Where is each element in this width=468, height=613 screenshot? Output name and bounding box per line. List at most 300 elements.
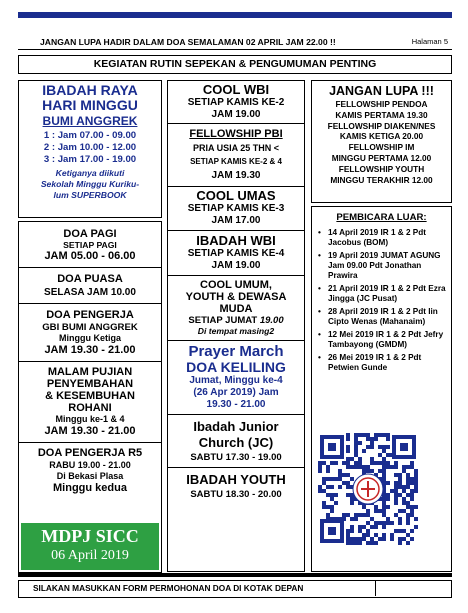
qr-module bbox=[374, 437, 378, 441]
divider bbox=[168, 186, 304, 187]
qr-module bbox=[342, 473, 346, 477]
qr-module bbox=[346, 537, 350, 541]
qr-module bbox=[366, 465, 370, 469]
qr-module bbox=[334, 461, 338, 465]
speakers-title: PEMBICARA LUAR: bbox=[336, 212, 427, 223]
doa-pengerja-week: Minggu Ketiga bbox=[59, 333, 121, 343]
qr-module bbox=[410, 505, 414, 509]
qr-module bbox=[398, 529, 402, 533]
qr-module bbox=[382, 509, 386, 513]
prayer-march-title: Prayer March bbox=[188, 343, 284, 360]
speaker-item: • 28 April 2019 IR 1 & 2 Pdt Iin Cipto Wenas (Mahanaim) bbox=[316, 307, 447, 327]
mdpj-title: MDPJ SICC bbox=[41, 526, 139, 546]
qr-module bbox=[390, 489, 394, 493]
qr-module bbox=[370, 461, 374, 465]
qr-module bbox=[382, 457, 386, 461]
qr-module bbox=[394, 465, 398, 469]
divider bbox=[168, 123, 304, 124]
qr-module bbox=[350, 537, 354, 541]
qr-module bbox=[374, 461, 378, 465]
ibadah-raya-box bbox=[18, 80, 162, 218]
qr-module bbox=[398, 541, 402, 545]
qr-module bbox=[370, 469, 374, 473]
ibadah-time-2: 2 : Jam 10.00 - 12.00 bbox=[43, 142, 137, 153]
qr-module bbox=[402, 497, 406, 501]
middle-schedule-box bbox=[167, 80, 305, 572]
qr-module bbox=[374, 525, 378, 529]
qr-module bbox=[366, 445, 370, 449]
footer-rule bbox=[18, 573, 452, 577]
qr-module bbox=[350, 525, 354, 529]
qr-module bbox=[406, 513, 410, 517]
ibadah-wbi-title: IBADAH WBI bbox=[196, 233, 276, 248]
fellowship-pbi-age: PRIA USIA 25 THN < bbox=[192, 143, 280, 153]
qr-module bbox=[386, 493, 390, 497]
qr-module bbox=[406, 493, 410, 497]
qr-module bbox=[322, 481, 326, 485]
qr-module bbox=[362, 465, 366, 469]
qr-module bbox=[414, 517, 418, 521]
qr-module bbox=[386, 437, 390, 441]
qr-module bbox=[354, 461, 358, 465]
qr-module bbox=[326, 513, 330, 517]
qr-module bbox=[334, 493, 338, 497]
divider bbox=[19, 303, 161, 304]
qr-module bbox=[370, 525, 374, 529]
qr-module bbox=[410, 461, 414, 465]
qr-module bbox=[366, 513, 370, 517]
qr-module bbox=[410, 465, 414, 469]
qr-module bbox=[358, 465, 362, 469]
qr-module bbox=[338, 473, 342, 477]
qr-module bbox=[398, 521, 402, 525]
cool-wbi-time: JAM 19.00 bbox=[211, 109, 261, 120]
qr-module bbox=[358, 457, 362, 461]
qr-module bbox=[406, 533, 410, 537]
qr-module bbox=[406, 541, 410, 545]
qr-module bbox=[346, 481, 350, 485]
qr-module bbox=[362, 525, 366, 529]
qr-module bbox=[370, 445, 374, 449]
qr-module bbox=[362, 505, 366, 509]
qr-module bbox=[358, 529, 362, 533]
qr-module bbox=[402, 469, 406, 473]
qr-module bbox=[382, 465, 386, 469]
junior-church-line-2: Church (JC) bbox=[198, 435, 274, 450]
qr-module bbox=[382, 433, 386, 437]
qr-module bbox=[346, 449, 350, 453]
doa-puasa-title: DOA PUASA bbox=[57, 273, 123, 285]
qr-module bbox=[322, 505, 326, 509]
speaker-item: • 21 April 2019 IR 1 & 2 Pdt Ezra Jingga (JC Pusat) bbox=[316, 284, 447, 304]
qr-module bbox=[366, 437, 370, 441]
qr-module bbox=[342, 461, 346, 465]
qr-module bbox=[382, 469, 386, 473]
qr-module bbox=[386, 505, 390, 509]
ibadah-raya-location: BUMI ANGGREK bbox=[42, 114, 138, 128]
fellowship-pbi-day: SETIAP KAMIS KE-2 & 4 bbox=[190, 157, 282, 166]
qr-module bbox=[398, 493, 402, 497]
qr-module bbox=[394, 461, 398, 465]
qr-module bbox=[390, 537, 394, 541]
reminder-item: FELLOWSHIP IM bbox=[348, 142, 415, 153]
qr-module bbox=[330, 461, 334, 465]
divider bbox=[168, 230, 304, 231]
qr-module bbox=[378, 509, 382, 513]
qr-module bbox=[354, 433, 358, 437]
qr-module bbox=[334, 477, 338, 481]
qr-module bbox=[374, 541, 378, 545]
cool-umum-line-2: YOUTH & DEWASA bbox=[185, 291, 287, 303]
qr-module bbox=[394, 497, 398, 501]
section-title: KEGIATAN RUTIN SEPEKAN & PENGUMUMAN PENTING bbox=[18, 55, 452, 74]
qr-module bbox=[370, 441, 374, 445]
qr-module bbox=[358, 541, 362, 545]
qr-module bbox=[354, 541, 358, 545]
qr-module bbox=[394, 473, 398, 477]
qr-module bbox=[362, 533, 366, 537]
reminder-item: KAMIS PERTAMA 19.30 bbox=[335, 109, 428, 120]
qr-module bbox=[410, 513, 414, 517]
qr-module bbox=[346, 485, 350, 489]
page-number: Halaman 5 bbox=[411, 37, 448, 46]
qr-module bbox=[406, 521, 410, 525]
qr-module bbox=[366, 533, 370, 537]
qr-module bbox=[386, 521, 390, 525]
qr-module bbox=[350, 465, 354, 469]
qr-module bbox=[394, 493, 398, 497]
qr-module bbox=[406, 485, 410, 489]
qr-module bbox=[382, 461, 386, 465]
prayer-march-date: (26 Apr 2019) Jam bbox=[193, 387, 279, 398]
qr-module bbox=[354, 441, 358, 445]
qr-module bbox=[410, 529, 414, 533]
qr-module bbox=[410, 477, 414, 481]
qr-module bbox=[350, 517, 354, 521]
qr-module bbox=[394, 481, 398, 485]
qr-module bbox=[338, 477, 342, 481]
qr-module bbox=[326, 485, 330, 489]
qr-module bbox=[410, 509, 414, 513]
qr-module bbox=[318, 465, 322, 469]
qr-module bbox=[370, 457, 374, 461]
qr-module bbox=[350, 457, 354, 461]
qr-module bbox=[406, 465, 410, 469]
junior-church-time: SABTU 17.30 - 19.00 bbox=[190, 452, 282, 463]
qr-module bbox=[362, 469, 366, 473]
qr-module bbox=[378, 453, 382, 457]
qr-module bbox=[346, 445, 350, 449]
cool-umum-time: SETIAP JUMAT 19.00 bbox=[188, 315, 284, 326]
qr-module bbox=[406, 501, 410, 505]
qr-module bbox=[386, 445, 390, 449]
qr-module bbox=[358, 513, 362, 517]
reminder-item: FELLOWSHIP YOUTH bbox=[338, 163, 425, 174]
qr-module bbox=[402, 529, 406, 533]
qr-module bbox=[382, 497, 386, 501]
qr-module bbox=[382, 513, 386, 517]
qr-module bbox=[378, 537, 382, 541]
left-schedule-box bbox=[18, 221, 162, 573]
divider bbox=[168, 414, 304, 415]
footer-text: SILAKAN MASUKKAN FORM PERMOHONAN DOA DI KOTAK DEPAN bbox=[33, 583, 304, 593]
qr-module bbox=[398, 485, 402, 489]
qr-module bbox=[378, 521, 382, 525]
reminder-item: MINGGU PERTAMA 12.00 bbox=[331, 152, 432, 163]
qr-module bbox=[354, 449, 358, 453]
malam-pujian-line-4: ROHANI bbox=[68, 402, 112, 414]
qr-module bbox=[382, 505, 386, 509]
qr-module bbox=[394, 501, 398, 505]
qr-module bbox=[350, 541, 354, 545]
doa-pengerja-time: JAM 19.30 - 21.00 bbox=[44, 344, 136, 356]
qr-module bbox=[386, 481, 390, 485]
qr-module bbox=[350, 497, 354, 501]
qr-module bbox=[318, 469, 322, 473]
qr-module bbox=[350, 501, 354, 505]
qr-module bbox=[322, 501, 326, 505]
qr-module bbox=[358, 433, 362, 437]
doa-pagi-sub: SETIAP PAGI bbox=[63, 240, 117, 250]
qr-module bbox=[398, 537, 402, 541]
qr-module bbox=[402, 465, 406, 469]
qr-module bbox=[346, 473, 350, 477]
qr-module bbox=[346, 457, 350, 461]
qr-module bbox=[386, 461, 390, 465]
qr-module bbox=[386, 465, 390, 469]
fellowship-pbi-time: JAM 19.30 bbox=[211, 170, 261, 181]
qr-module bbox=[382, 521, 386, 525]
cool-umas-sub: SETIAP KAMIS KE-3 bbox=[187, 203, 285, 214]
qr-module bbox=[394, 485, 398, 489]
qr-module bbox=[402, 537, 406, 541]
qr-module bbox=[326, 477, 330, 481]
qr-module bbox=[358, 441, 362, 445]
qr-module bbox=[398, 481, 402, 485]
qr-module bbox=[374, 505, 378, 509]
qr-module bbox=[410, 537, 414, 541]
qr-module bbox=[390, 465, 394, 469]
divider bbox=[19, 361, 161, 362]
qr-module bbox=[354, 517, 358, 521]
doa-pengerja-title: DOA PENGERJA bbox=[46, 309, 134, 321]
qr-module bbox=[382, 533, 386, 537]
reminder-item: FELLOWSHIP PENDOA bbox=[335, 99, 428, 109]
qr-module bbox=[402, 485, 406, 489]
qr-module bbox=[346, 465, 350, 469]
qr-module bbox=[346, 493, 350, 497]
doa-puasa-time: SELASA JAM 10.00 bbox=[44, 287, 136, 298]
cool-wbi-sub: SETIAP KAMIS KE-2 bbox=[187, 97, 285, 108]
qr-module bbox=[382, 537, 386, 541]
qr-module bbox=[406, 505, 410, 509]
junior-church-line-1: Ibadah Junior bbox=[193, 419, 279, 434]
malam-pujian-line-3: & KESEMBUHAN bbox=[45, 390, 135, 402]
qr-module bbox=[350, 477, 354, 481]
qr-module bbox=[354, 437, 358, 441]
qr-module bbox=[414, 505, 418, 509]
ibadah-wbi-time: JAM 19.00 bbox=[211, 260, 261, 271]
qr-module bbox=[362, 449, 366, 453]
qr-module bbox=[414, 473, 418, 477]
qr-module bbox=[378, 445, 382, 449]
qr-module bbox=[402, 489, 406, 493]
qr-module bbox=[406, 481, 410, 485]
qr-module bbox=[318, 489, 322, 493]
qr-module bbox=[362, 537, 366, 541]
malam-pujian-line-1: MALAM PUJIAN bbox=[47, 366, 133, 378]
qr-module bbox=[326, 505, 330, 509]
qr-module bbox=[370, 437, 374, 441]
ibadah-note: Ketiganya diikuti bbox=[55, 168, 125, 178]
qr-module bbox=[354, 537, 358, 541]
qr-module bbox=[398, 517, 402, 521]
qr-module bbox=[386, 433, 390, 437]
qr-module bbox=[330, 505, 334, 509]
qr-module bbox=[398, 509, 402, 513]
qr-module bbox=[330, 497, 334, 501]
qr-module bbox=[334, 501, 338, 505]
ibadah-note-3: lum SUPERBOOK bbox=[53, 190, 127, 200]
mdpj-sicc-banner bbox=[21, 523, 159, 570]
qr-module bbox=[318, 485, 322, 489]
qr-module bbox=[414, 525, 418, 529]
qr-module bbox=[354, 465, 358, 469]
qr-module bbox=[322, 477, 326, 481]
qr-module bbox=[382, 477, 386, 481]
doa-r5-title: DOA PENGERJA R5 bbox=[37, 447, 143, 459]
prayer-march-day: Jumat, Minggu ke-4 bbox=[189, 375, 283, 386]
qr-module bbox=[402, 501, 406, 505]
qr-module bbox=[382, 473, 386, 477]
doa-r5-time: RABU 19.00 - 21.00 bbox=[49, 460, 131, 470]
cool-wbi-title: COOL WBI bbox=[202, 82, 270, 97]
ibadah-note-2: Sekolah Minggu Kuriku- bbox=[40, 179, 140, 189]
qr-module bbox=[414, 469, 418, 473]
qr-module bbox=[410, 481, 414, 485]
qr-module bbox=[354, 513, 358, 517]
qr-module bbox=[346, 513, 350, 517]
qr-module bbox=[358, 525, 362, 529]
qr-module bbox=[346, 433, 350, 437]
qr-code-graphic bbox=[318, 433, 418, 545]
qr-module bbox=[382, 449, 386, 453]
jangan-lupa-title: JANGAN LUPA !!! bbox=[329, 84, 434, 98]
divider bbox=[168, 275, 304, 276]
qr-module bbox=[374, 433, 378, 437]
qr-module bbox=[390, 521, 394, 525]
qr-module bbox=[406, 477, 410, 481]
header-reminder: JANGAN LUPA HADIR DALAM DOA SEMALAMAN 02 APRIL JAM 22.00 !! bbox=[40, 37, 336, 47]
divider bbox=[19, 442, 161, 443]
speaker-item: • 19 April 2019 JUMAT AGUNG Jam 09.00 Pdt Jonathan Prawira bbox=[316, 251, 447, 281]
doa-r5-location: Di Bekasi Plasa bbox=[56, 471, 124, 481]
qr-module bbox=[378, 433, 382, 437]
divider bbox=[19, 267, 161, 268]
qr-module bbox=[330, 493, 334, 497]
qr-module bbox=[366, 509, 370, 513]
qr-module bbox=[362, 433, 366, 437]
doa-pengerja-location: GBI BUMI ANGGREK bbox=[42, 322, 138, 333]
qr-module bbox=[382, 445, 386, 449]
page-header bbox=[18, 36, 452, 50]
doa-pagi-time: JAM 05.00 - 06.00 bbox=[44, 250, 136, 262]
ibadah-youth-title: IBADAH YOUTH bbox=[186, 472, 286, 487]
qr-module bbox=[366, 469, 370, 473]
cool-umum-location: Di tempat masing2 bbox=[197, 326, 275, 336]
malam-pujian-time: JAM 19.30 - 21.00 bbox=[44, 425, 136, 437]
qr-module bbox=[370, 541, 374, 545]
cool-umas-title: COOL UMAS bbox=[196, 188, 276, 203]
qr-module bbox=[370, 517, 374, 521]
qr-module bbox=[338, 485, 342, 489]
qr-module bbox=[406, 473, 410, 477]
qr-module bbox=[386, 497, 390, 501]
qr-module bbox=[322, 461, 326, 465]
ibadah-wbi-sub: SETIAP KAMIS KE-4 bbox=[187, 248, 285, 259]
qr-module bbox=[346, 541, 350, 545]
ibadah-raya-title: IBADAH RAYA bbox=[42, 82, 138, 98]
mdpj-date: 06 April 2019 bbox=[51, 548, 129, 563]
qr-module bbox=[414, 481, 418, 485]
doa-keliling-title: DOA KELILING bbox=[186, 359, 286, 375]
qr-module bbox=[338, 469, 342, 473]
qr-module bbox=[378, 461, 382, 465]
qr-module bbox=[370, 537, 374, 541]
jangan-lupa-box bbox=[311, 80, 452, 203]
cool-umas-time: JAM 17.00 bbox=[211, 215, 261, 226]
qr-module bbox=[390, 533, 394, 537]
qr-module bbox=[346, 529, 350, 533]
qr-module bbox=[382, 525, 386, 529]
qr-module bbox=[330, 477, 334, 481]
qr-module bbox=[354, 445, 358, 449]
qr-module bbox=[326, 465, 330, 469]
qr-module bbox=[386, 453, 390, 457]
qr-code[interactable] bbox=[318, 433, 418, 545]
qr-module bbox=[358, 537, 362, 541]
qr-module bbox=[402, 509, 406, 513]
qr-module bbox=[386, 517, 390, 521]
fellowship-pbi-title: FELLOWSHIP PBI bbox=[189, 128, 283, 140]
qr-module bbox=[318, 461, 322, 465]
qr-module bbox=[354, 453, 358, 457]
qr-module bbox=[346, 533, 350, 537]
qr-module bbox=[410, 493, 414, 497]
qr-module bbox=[374, 509, 378, 513]
qr-module bbox=[414, 489, 418, 493]
ibadah-time-3: 3 : Jam 17.00 - 19.00 bbox=[43, 154, 137, 165]
qr-module bbox=[358, 461, 362, 465]
prayer-march-time: 19.30 - 21.00 bbox=[206, 399, 266, 410]
qr-module bbox=[394, 513, 398, 517]
qr-module bbox=[394, 529, 398, 533]
top-accent-bar bbox=[18, 12, 452, 18]
speaker-item: • 14 April 2019 IR 1 & 2 Pdt Jacobus (BOM) bbox=[316, 228, 447, 248]
qr-module bbox=[414, 477, 418, 481]
reminder-item: KAMIS KETIGA 20.00 bbox=[339, 131, 424, 142]
qr-module bbox=[398, 477, 402, 481]
ibadah-raya-title-2: HARI MINGGU bbox=[42, 97, 138, 113]
qr-module bbox=[346, 461, 350, 465]
qr-module bbox=[330, 485, 334, 489]
doa-r5-week: Minggu kedua bbox=[53, 482, 127, 494]
qr-module bbox=[366, 521, 370, 525]
speaker-item: • 26 Mei 2019 IR 1 & 2 Pdt Petwien Gunde bbox=[316, 353, 447, 373]
qr-module bbox=[406, 517, 410, 521]
qr-module bbox=[382, 501, 386, 505]
malam-pujian-line-2: PENYEMBAHAN bbox=[46, 378, 134, 390]
